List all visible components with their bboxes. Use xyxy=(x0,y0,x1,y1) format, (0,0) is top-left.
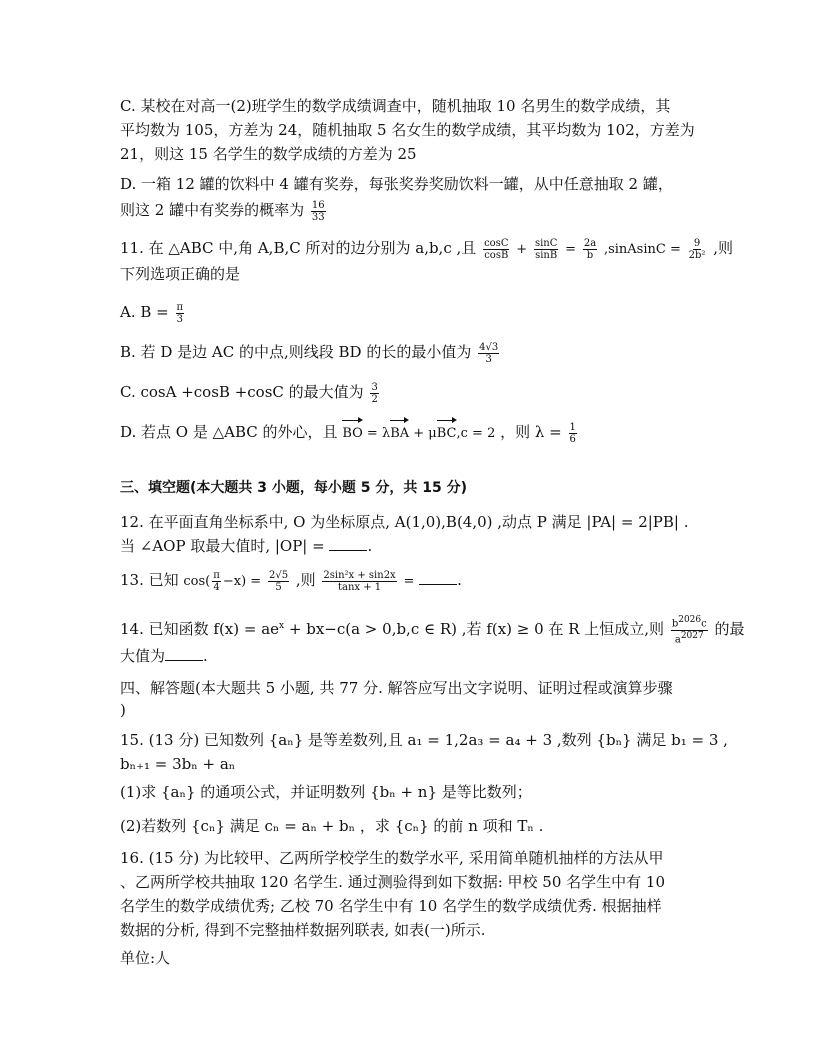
math-fraction: $\frac{2a}{b}$ xyxy=(583,237,597,261)
option-d-text: 则这 2 罐中有奖券的概率为 xyxy=(120,201,305,219)
q11-d-text: D. 若点 O 是 △ABC 的外心，且 xyxy=(120,423,338,441)
section-3-heading: 三、填空题(本大题共 3 小题，每小题 5 分，共 15 分) xyxy=(120,480,468,496)
math-fraction: $\frac{\pi}{4}$ xyxy=(213,569,220,593)
q11-suffix: ,则 xyxy=(713,239,733,257)
answer-blank xyxy=(419,570,457,585)
q11-line-2: 下列选项正确的是 xyxy=(120,265,241,283)
q14-line-2-text: 大值为 xyxy=(120,647,166,665)
q16-line-2: 、乙两所学校共抽取 120 名学生. 通过测验得到如下数据: 甲校 50 名学生中有 10 xyxy=(120,873,666,891)
q14-mid: + bx−c(a > 0,b,c ∈ R) ,若 f(x) ≥ 0 在 R 上恒成立,则 xyxy=(284,620,665,638)
q11-option-b xyxy=(120,340,700,365)
math-fraction: $\frac{3}{2}$ xyxy=(371,381,378,405)
q16-line-4: 数据的分析, 得到不完整抽样数据列联表, 如表(一)所示. xyxy=(120,921,486,939)
q15-line-1: 15. (13 分) 已知数列 {aₙ} 是等差数列,且 a₁ = 1,2a₃ = a₄ + 3 ,数列 {bₙ} 满足 b₁ = 3 , xyxy=(120,731,728,749)
q11-a-text: A. B = xyxy=(120,303,169,321)
answer-blank xyxy=(329,536,367,551)
option-d-line-2 xyxy=(120,198,700,223)
probability-fraction: $\frac{16}{33}$ xyxy=(311,199,325,223)
math-fraction: $\frac{2√5}{5}$ xyxy=(268,569,289,593)
section-4-line-2: ) xyxy=(120,701,126,719)
unit-label: 单位:人 xyxy=(120,949,171,967)
q14-line-2: 大值为 . xyxy=(120,647,208,665)
q16-line-1: 16. (15 分) 为比较甲、乙两所学校学生的数学水平, 采用简单随机抽样的方法从甲 xyxy=(120,849,664,867)
q15-line-2: bₙ₊₁ = 3bₙ + aₙ xyxy=(120,755,236,773)
math-fraction: $\frac{4√3}{3}$ xyxy=(479,341,499,365)
math-fraction: $\frac{b^{2026}c}{a^{2027}}$ xyxy=(671,615,707,645)
q12-line-2: 当 ∠AOP 取最大值时, |OP| = . xyxy=(120,537,373,555)
option-d-line-1: D. 一箱 12 罐的饮料中 4 罐有奖券，每张奖券奖励饮料一罐，从中任意抽取 2 罐， xyxy=(120,175,673,193)
math-fraction: $\frac{\sin C}{\sin B}$ xyxy=(534,237,558,261)
q16-line-3: 名学生的数学成绩优秀; 乙校 70 名学生中有 10 名学生的数学成绩优秀. 根据抽样 xyxy=(120,897,662,915)
q11-option-a xyxy=(120,300,700,325)
q15-part-1: (1)求 {aₙ} 的通项公式，并证明数列 {bₙ + n} 是等比数列； xyxy=(120,783,532,801)
math-fraction: $\frac{9}{\text{2b²}}$ xyxy=(688,237,706,261)
q11-option-c xyxy=(120,380,700,405)
option-c-line-1: C. 某校在对高一(2)班学生的数学成绩调查中，随机抽取 10 名男生的数学成绩，其 xyxy=(120,97,671,115)
q11-b-text: B. 若 D 是边 AC 的中点,则线段 BD 的长的最小值为 xyxy=(120,343,472,361)
math-fraction: $\frac{\cos C}{\cos B}$ xyxy=(484,237,509,261)
q13-line: 13. 已知 cos( $\frac{\pi}{4}$ −x) = $\frac{2√5}{5}$ ,则 $\frac{\text{2sin²x + sin2x}}{\tan x + 1}$ = . xyxy=(120,569,462,593)
q11-line-1: 11. 在 △ABC 中,角 A,B,C 所对的边分别为 a,b,c ,且 $\frac{\cos C}{\cos B}$ + $\frac{\sin C}{\sin B}$ = $\frac{2a}{b}$ ,sinAsinC = $\frac{9}{\text{2b²}}$ ,则 xyxy=(120,237,733,261)
q13-text: 13. 已知 xyxy=(120,571,179,589)
q12-line-1: 12. 在平面直角坐标系中, O 为坐标原点, A(1,0),B(4,0) ,动点 P 满足 |PA| = 2|PB| . xyxy=(120,513,689,531)
math-fraction: $\frac{1}{6}$ xyxy=(569,421,576,445)
math-fraction: $\frac{\text{2sin²x + sin2x}}{\tan x + 1}$ xyxy=(323,569,396,593)
q14-suffix: 的最 xyxy=(714,620,745,638)
q14-line-1: 14. 已知函数 $f(x) = ae^x + bx-c(a > 0,b,c$ ∈ R) ,若 f(x) ≥ 0 在 R 上恒成立,则 $\frac{b^{2026}c}{a^{2027}}$ 的最 xyxy=(120,615,745,645)
q11-option-d: D. 若点 O 是 △ABC 的外心，且 BO = λBA + μBC,c = 2 ，则 λ = $\frac{1}{6}$ xyxy=(120,421,576,445)
section-4-line-1: 四、解答题(本大题共 5 小题, 共 77 分. 解答应写出文字说明、证明过程或演算步骤 xyxy=(120,679,673,697)
q12-text: 当 ∠AOP 取最大值时, |OP| = xyxy=(120,537,325,555)
q11-text: 11. 在 △ABC 中,角 A,B,C 所对的边分别为 a,b,c ,且 xyxy=(120,239,477,257)
option-c-line-3: 21，则这 15 名学生的数学成绩的方差为 25 xyxy=(120,145,417,163)
option-c-line-2: 平均数为 105，方差为 24，随机抽取 5 名女生的数学成绩，其平均数为 102，方差为 xyxy=(120,121,695,139)
q11-d-suffix: ，则 λ = xyxy=(500,423,562,441)
q14-text: 14. 已知函数 f(x) = ae xyxy=(120,620,280,638)
q15-part-2: (2)若数列 {cₙ} 满足 cₙ = aₙ + bₙ ，求 {cₙ} 的前 n 项和 Tₙ . xyxy=(120,817,544,835)
math-fraction: $\frac{\pi}{3}$ xyxy=(176,301,184,325)
q11-c-text: C. cosA +cosB +cosC 的最大值为 xyxy=(120,383,364,401)
answer-blank xyxy=(165,646,203,661)
